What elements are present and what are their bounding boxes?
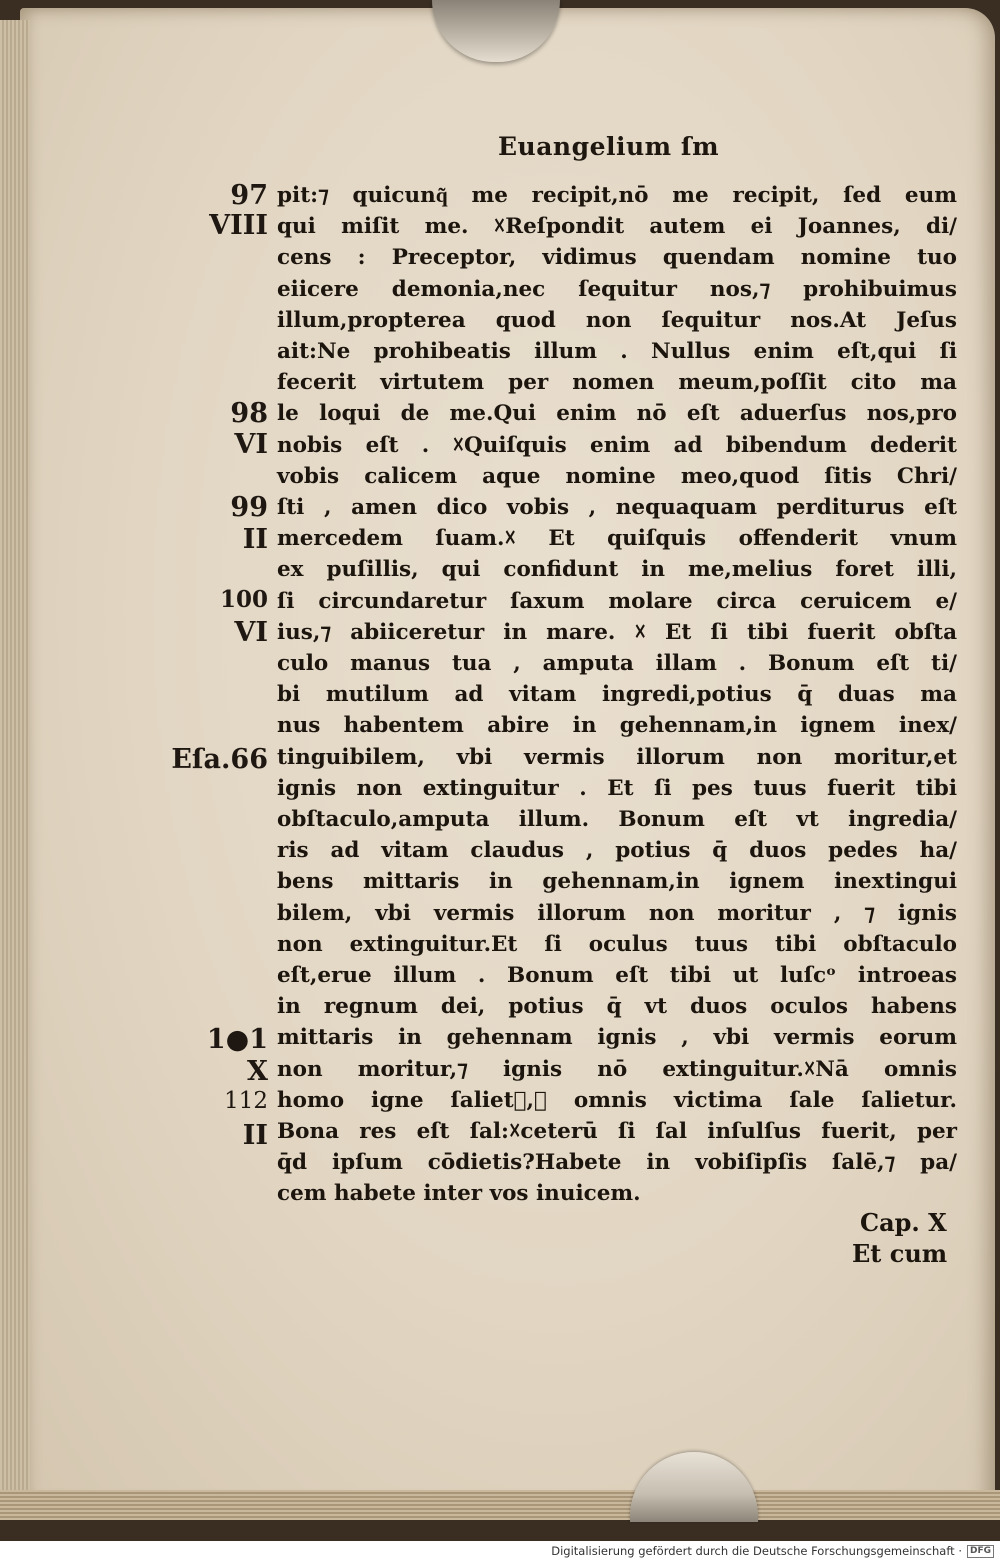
- margin-note: 1●1: [206, 1024, 268, 1055]
- margin-note: 98: [230, 398, 268, 429]
- text-line: nobis eſt . ☓Quiſquis enim ad bibendum dederit: [277, 432, 957, 458]
- margin-note: VI: [234, 617, 268, 648]
- running-head: Euangelium ſm: [498, 132, 720, 161]
- text-line: ius,⁊ abiiceretur in mare. ☓ Et ſi tibi fuerit obſta: [277, 619, 957, 645]
- text-line: bi mutilum ad vitam ingredi,potius q̄ duas ma: [277, 682, 957, 708]
- text-line: ſti , amen dico vobis , nequaquam perditurus eſt: [277, 495, 957, 520]
- text-line: cem habete inter vos inuicem.: [277, 1181, 641, 1207]
- margin-note: 97: [230, 180, 268, 211]
- margin-note: VIII: [209, 210, 268, 241]
- text-line: ex puſillis, qui confidunt in me,melius foret illi,: [277, 557, 957, 583]
- text-line: obſtaculo,amputa illum. Bonum eſt vt ingredia/: [277, 807, 957, 832]
- text-line: eſt,erue illum . Bonum eſt tibi ut luſcᵒ introeas: [277, 963, 957, 988]
- margin-note: 99: [230, 492, 268, 523]
- text-line: qui miſit me. ☓Reſpondit autem ei Joannes, di/: [277, 214, 957, 240]
- margin-note: X: [247, 1056, 268, 1087]
- text-line: vobis calicem aque nomine meo,quod ſitis Chri/: [277, 463, 957, 489]
- margin-note: II: [242, 1120, 268, 1151]
- text-line: q̄d ipſum cōdietis?Habete in vobiſipſis ſalē,⁊ pa/: [277, 1150, 957, 1176]
- margin-note: Eſa.66: [171, 744, 268, 775]
- chapter-heading: Cap. X: [860, 1208, 947, 1237]
- text-line: ris ad vitam claudus , potius q̄ duos pedes ha/: [277, 838, 957, 864]
- text-line: cens : Preceptor, vidimus quendam nomine tuo: [277, 245, 957, 271]
- text-line: mittaris in gehennam ignis , vbi vermis eorum: [277, 1025, 957, 1051]
- text-line: ait:Ne prohibeatis illum . Nullus enim eſt,qui ſi: [277, 339, 957, 364]
- text-line: bens mittaris in gehennam,in ignem inextingui: [277, 869, 957, 895]
- text-line: pit:⁊ quicunq͂ me recipit,nō me recipit, ſed eum: [277, 183, 957, 208]
- text-line: ignis non extinguitur . Et ſi pes tuus fuerit tibi: [277, 775, 957, 801]
- text-line: in regnum dei, potius q̄ vt duos oculos habens: [277, 994, 957, 1020]
- text-line: eiicere demonia,nec ſequitur nos,⁊ prohibuimus: [277, 276, 957, 302]
- text-line: tinguibilem, vbi vermis illorum non moritur,et: [277, 744, 957, 770]
- dfg-logo: DFG: [967, 1545, 994, 1558]
- text-line: mercedem ſuam.☓ Et quiſquis offenderit vnum: [277, 526, 957, 552]
- text-line: fecerit virtutem per nomen meum,poſſit cito ma: [277, 370, 957, 396]
- margin-note: VI: [234, 429, 268, 460]
- text-line: culo manus tua , amputa illam . Bonum eſt ti/: [277, 651, 957, 676]
- margin-note: 112: [224, 1088, 268, 1114]
- text-line: ſi circundaretur ſaxum molare circa ceruicem e/: [277, 588, 957, 614]
- footer-bar: [0, 1541, 1000, 1561]
- text-line: homo igne ſalietᷣ,⁊ omnis victima ſale ſalietur.: [277, 1087, 957, 1113]
- margin-note: 100: [219, 586, 268, 613]
- page-fore-edge: [0, 20, 30, 1490]
- page-bottom-edge: [0, 1490, 1000, 1520]
- margin-note: II: [242, 524, 268, 555]
- text-line: non extinguitur.Et ſi oculus tuus tibi obſtaculo: [277, 931, 957, 957]
- catchword: Et cum: [852, 1239, 948, 1268]
- text-line: le loqui de me.Qui enim nō eſt aduerſus nos,pro: [277, 401, 957, 427]
- text-line: non moritur,⁊ ignis nō extinguitur.☓Nā omnis: [277, 1056, 957, 1082]
- text-line: Bona res eſt ſal:☓ceterū ſi ſal inſulſus fuerit, per: [277, 1119, 957, 1144]
- footer-credit: Digitalisierung gefördert durch die Deutsche Forschungsgemeinschaft ·: [551, 1544, 962, 1558]
- text-line: nus habentem abire in gehennam,in ignem inex/: [277, 713, 957, 739]
- text-line: bilem, vbi vermis illorum non moritur , ⁊ ignis: [277, 900, 957, 926]
- text-line: illum,propterea quod non ſequitur nos.At Jeſus: [277, 307, 957, 333]
